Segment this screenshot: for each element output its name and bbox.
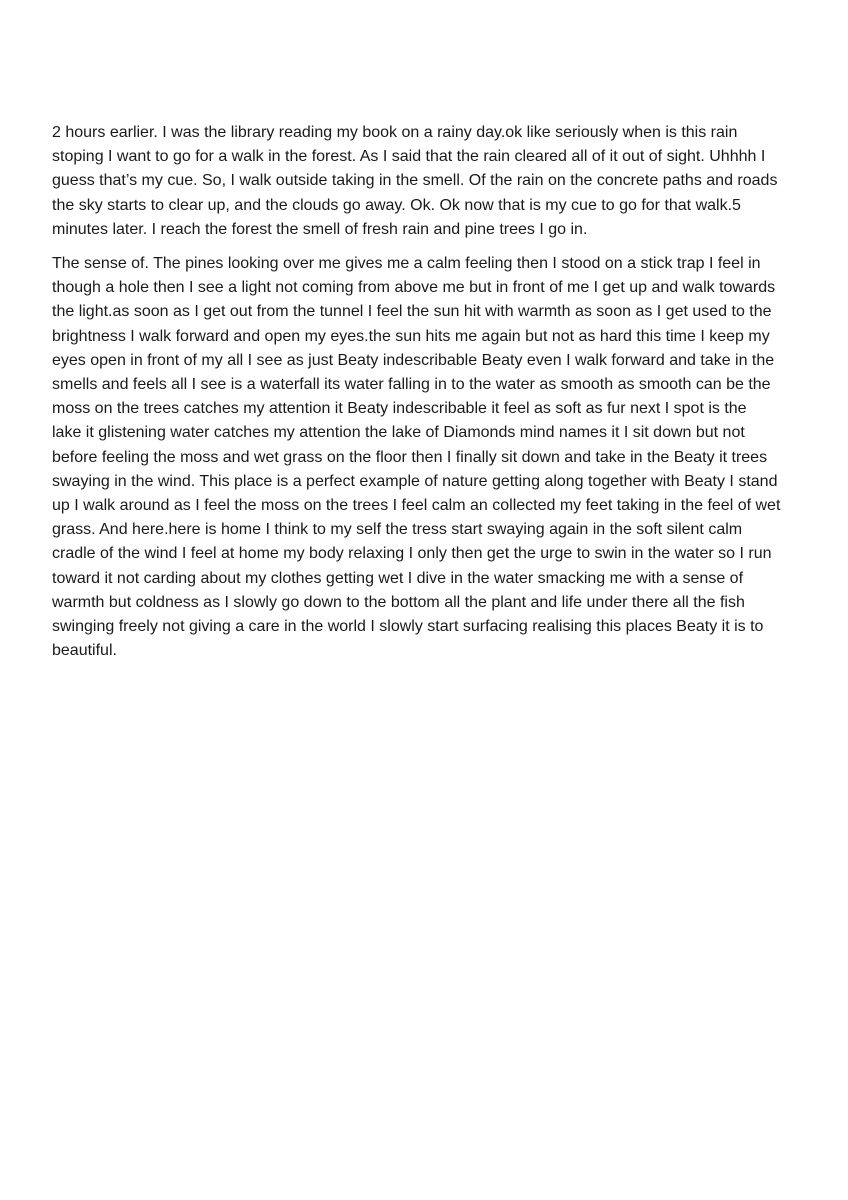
paragraph-2: The sense of. The pines looking over me gives me a calm feeling then I stood on a stick trap I feel in though a hole then I see a light not coming from above me but in front of me I get up and walk towards the light.as soon as I get out from the tunnel I feel the sun hit with warmth as soon as I get used to the brightness I walk forward and open my eyes.the sun hits me again but not as hard this time I keep my eyes open in front of my all I see as just Beaty indescribable Beaty even I walk forward and take in the smells and feels all I see is a waterfall its water falling in to the water as smooth as smooth can be the moss on the trees catches my attention it Beaty indescribable it feel as soft as fur next I spot is the lake it glistening water catches my attention the lake of Diamonds mind names it I sit down but not before feeling the moss and wet grass on the floor then I finally sit down and take in the Beaty it trees swaying in the wind. This place is a perfect example of nature getting along together with Beaty I stand up I walk around as I feel the moss on the trees I feel calm an collected my feet taking in the feel of wet grass. And here.here is home I think to my self the tress start swaying again in the soft silent calm cradle of the wind I feel at home my body relaxing I only then get the urge to swin in the water so I run toward it not carding about my clothes getting wet I dive in the water smacking me with a sense of warmth but coldness as I slowly go down to the bottom all the plant and life under there all the fish swinging freely not giving a care in the world I slowly start surfacing realising this places Beaty it is to beautiful. (52, 255, 781, 660)
document-body (52, 121, 804, 673)
paragraph-1: 2 hours earlier. I was the library reading my book on a rainy day.ok like seriously when is this rain stoping I want to go for a walk in the forest. As I said that the rain cleared all of it out of sight. Uhhhh I guess that’s my cue. So, I walk outside taking in the smell. Of the rain on the concrete paths and roads the sky starts to clear up, and the clouds go away. Ok. Ok now that is my cue to go for that walk.5 minutes later. I reach the forest the smell of fresh rain and pine trees I go in. (52, 124, 778, 238)
